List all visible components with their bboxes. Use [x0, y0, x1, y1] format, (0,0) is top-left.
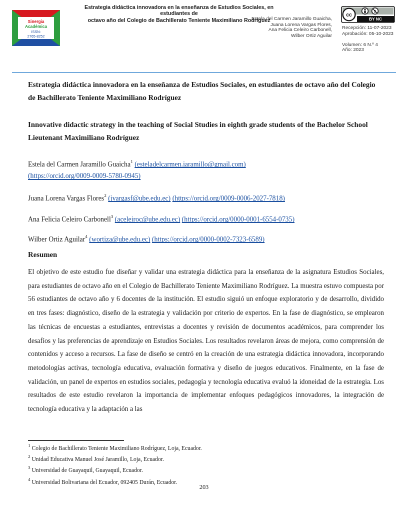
svg-text:cc: cc — [346, 12, 352, 19]
footnotes — [28, 442, 328, 487]
approved-date: Aprobación: 05-10-2023 — [342, 31, 394, 37]
running-title-line: Estrategia didáctica innovadora en la enseñanza de Estudios Sociales, en estudiantes de — [84, 5, 274, 18]
header-divider — [12, 72, 396, 73]
running-author: Estela del Carmen Jaramillo Guaicha, — [251, 17, 332, 22]
footnote: $^2$ Unidad Educativa Manuel José Jaramillo, Loja, Ecuador. — [28, 454, 164, 464]
author-3 — [28, 211, 388, 226]
author-4 — [28, 231, 388, 246]
author-email-link[interactable]: (jvargasf@ube.edu.ec) — [108, 195, 171, 203]
author-email-link[interactable]: (aceleiroc@ube.edu.ec) — [114, 216, 181, 224]
abstract-heading: Resumen — [28, 250, 58, 259]
volume-number: Volumen: 6 N.º 4 — [342, 42, 378, 48]
affiliation-mark: 2 — [104, 193, 107, 198]
author-email-link[interactable]: (wortiza@ube.edu.ec) — [89, 236, 151, 244]
journal-logo — [6, 8, 66, 54]
running-author: Ana Felicia Celeiro Carbonell, — [268, 28, 332, 34]
author-name: Ana Felicia Celeiro Carbonell — [28, 216, 111, 224]
author-orcid-link[interactable]: (https://orcid.org/0000-0002-7323-6589) — [151, 236, 265, 244]
article-dates — [342, 26, 406, 54]
affiliation-mark: 4 — [85, 234, 88, 239]
footnote-divider — [28, 440, 124, 441]
affiliation-mark: 1 — [130, 159, 133, 164]
cc-license-badge[interactable] — [341, 6, 395, 23]
logo-word-2: Académica — [24, 24, 48, 29]
article-title-english: Innovative didactic strategy in the teaching of Social Studies in eighth grade students of the Bachelor School Lieutenant Maximiliano Rodríguez — [28, 120, 368, 142]
license-label: BY NC — [369, 16, 382, 22]
footnote: $^3$ Universidad de Guayaquil, Guayaquil, Ecuador. — [28, 465, 143, 475]
running-author: Juana Lorena Vargas Flores, — [270, 22, 332, 28]
author-1 — [28, 156, 388, 183]
year: Año: 2023 — [342, 48, 364, 54]
page-number: 203 — [199, 484, 209, 491]
running-title-line: octavo año del Colegio de Bachillerato Teniente Maximiliano Rodríguez — [87, 17, 271, 24]
author-2 — [28, 190, 388, 205]
article-title-spanish: Estrategia didáctica innovadora en la enseñanza de Estudios Sociales, en estudiantes de octavo año del Colegio de Bachillerato Teniente Maximiliano Rodríguez — [28, 80, 376, 102]
abstract-text: El objetivo de este estudio fue diseñar y validar una estrategia didáctica para la enseñanza de la asignatura Estudios Sociales, para estudiantes de octavo año en el Colegio de Bachillerato Teniente Maximiliano Rodríguez. La muestra estuvo compuesta por 56 estudiantes de octavo año y 6 docentes de la institución. El estudio siguió un enfoque exploratorio y de desarrollo, dividido en tres fases: diagnóstico, diseño de la estrategia y validación por criterio de expertos. En la fase de diagnóstico, se emplearon las técnicas de encuestas a estudiantes, entrevistas a docentes y revisión de documentos académicos, para comprender los desafíos y las preferencias de aprendizaje en Estudios Sociales. Los resultados revelaron áreas de mejora, como comprensión de contenidos y acceso a recursos. La fase de diseño se centró en la creación de una estrategia didáctica innovadora, incorporando metodologías activas, tecnología educativa, evaluación formativa y diseño de juegos educativos. Finalmente, en la fase de validación, un panel de expertos en estudios sociales, pedagogía y tecnología educativa evaluó la idoneidad de la estrategia. Los resultados de este estudio revelaron la importancia de implementar enfoques pedagógicos innovadores, la integración de tecnología educativa y la adaptación a las — [28, 269, 384, 414]
running-authors — [226, 17, 332, 40]
author-orcid-link[interactable]: (https://orcid.org/0000-0001-6554-0735) — [181, 216, 295, 224]
footnote: $^4$ Universidad Bolivariana del Ecuador, 092405 Durán, Ecuador. — [28, 476, 178, 486]
author-name: Wilber Ortiz Aguilar — [28, 236, 86, 244]
author-email-link[interactable]: (esteladelcarmen.jaramillo@gmail.com) — [134, 161, 246, 169]
logo-word-1: Sinergia — [27, 19, 45, 24]
footnote: $^1$ Colegio de Bachillerato Teniente Maximiliano Rodríguez, Loja, Ecuador. — [28, 443, 202, 452]
running-author: Wilber Ortiz Aguilar — [290, 34, 332, 40]
received-date: Recepción: 11-07-2023 — [342, 26, 392, 31]
author-orcid-link[interactable]: (https://orcid.org/0009-0009-5780-0945) — [28, 173, 141, 181]
author-name: Juana Lorena Vargas Flores — [28, 195, 105, 203]
logo-issn-label: ISSN: — [31, 30, 41, 34]
author-orcid-link[interactable]: (https://orcid.org/0009-0006-2027-7818) — [172, 195, 285, 203]
author-name: Estela del Carmen Jaramillo Guaicha — [28, 161, 131, 169]
logo-issn: 2765-8252 — [27, 34, 45, 39]
affiliation-mark: 3 — [110, 214, 114, 219]
